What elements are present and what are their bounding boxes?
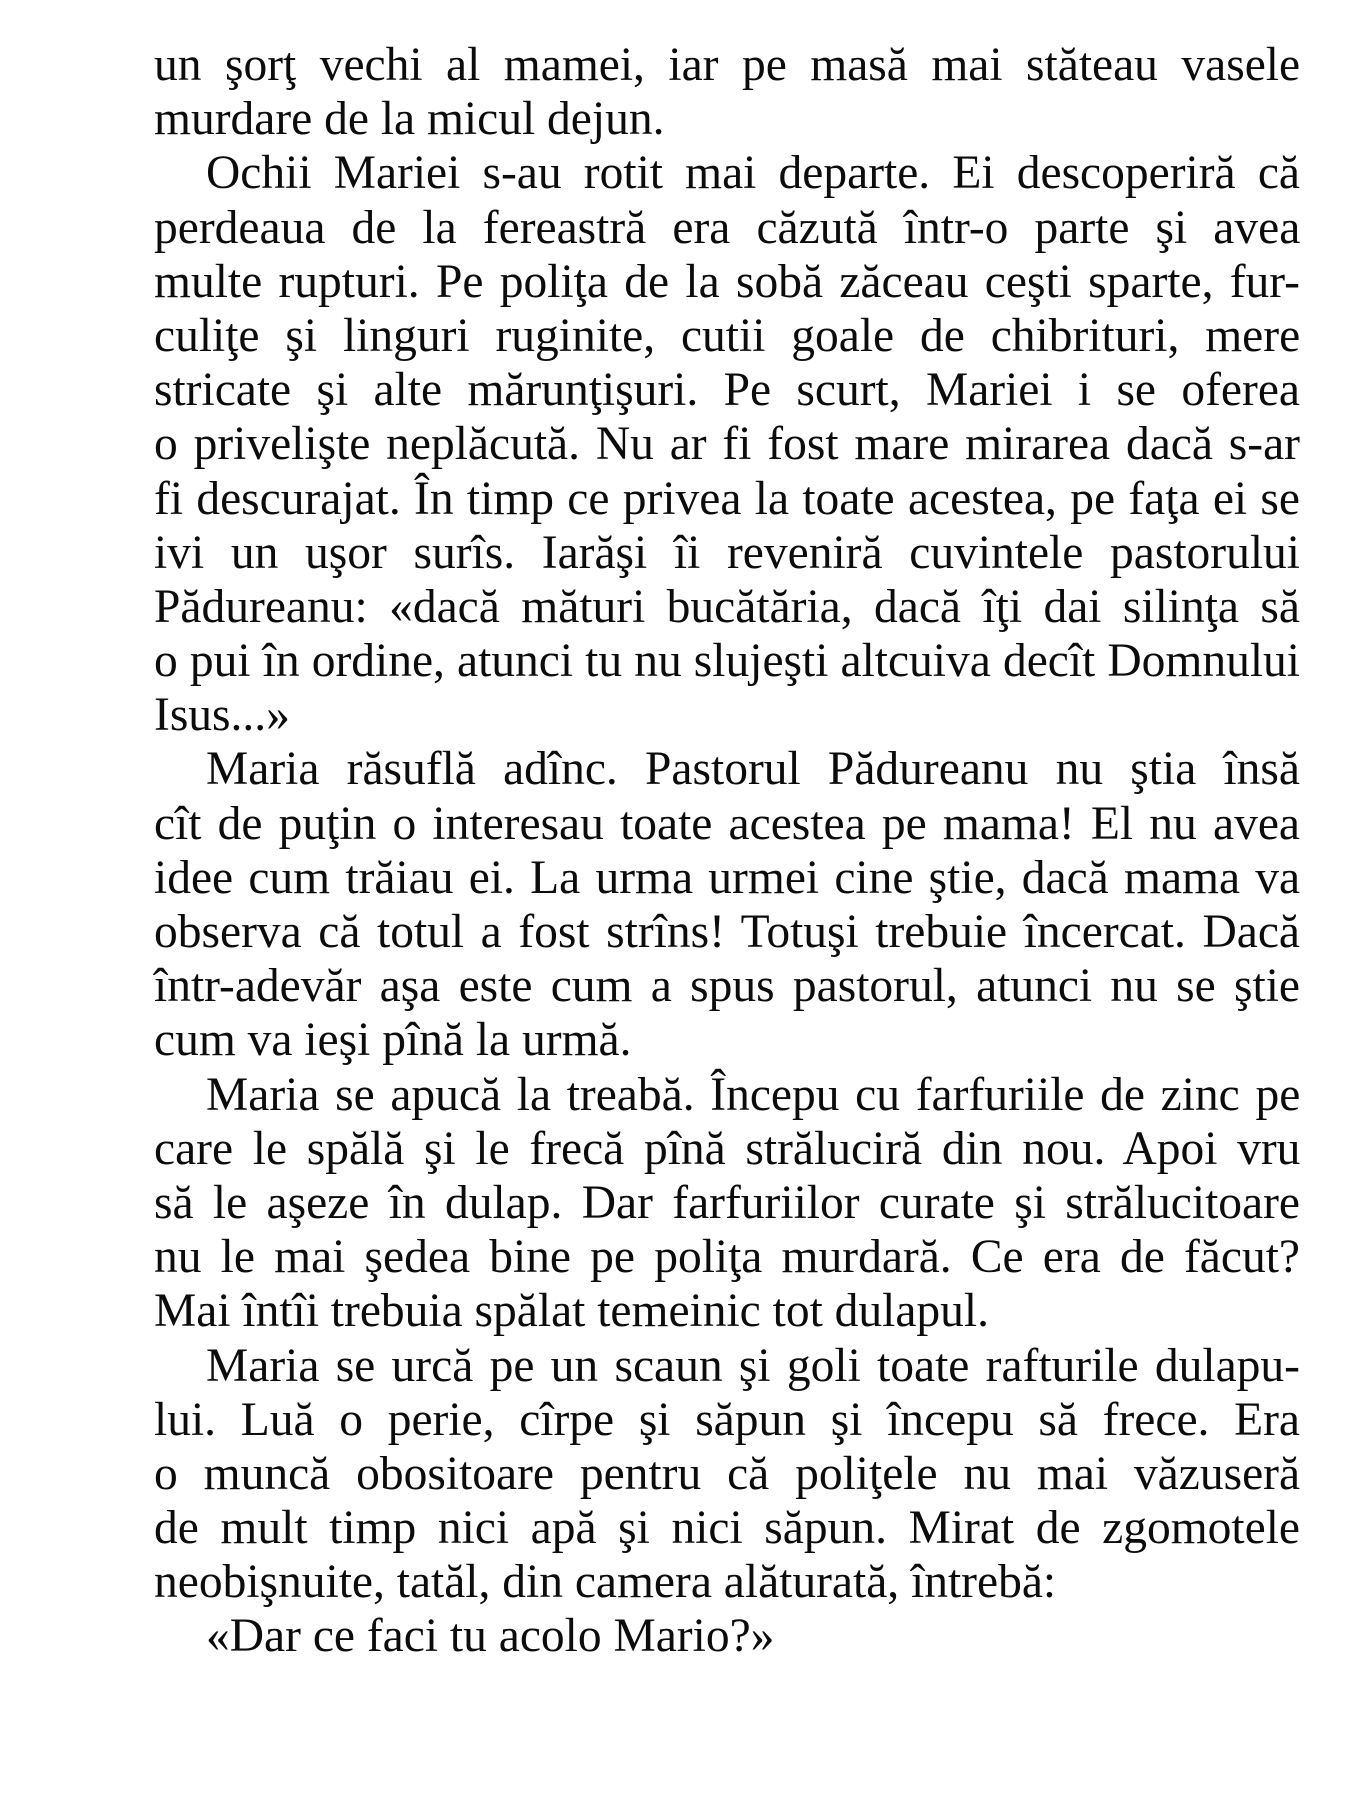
text-line: neobişnuite, tatăl, din camera alăturată, întrebă: xyxy=(154,1556,1057,1609)
text-line: Ochii Mariei s-au rotit mai departe. Ei descoperiră că xyxy=(206,147,1300,200)
text-line: Pădureanu: «dacă mături bucătăria, dacă îţi dai silinţa să xyxy=(154,580,1300,633)
text-line: Maria se apucă la treabă. Începu cu farfuriile de zinc pe xyxy=(206,1068,1301,1121)
text-line: care le spălă şi le frecă pînă străluciră din nou. Apoi vru xyxy=(154,1122,1301,1175)
text-line: ivi un uşor surîs. Iarăşi îi reveniră cuvintele pastorului xyxy=(154,526,1300,579)
text-line: Mai întîi trebuia spălat temeinic tot dulapul. xyxy=(154,1285,990,1338)
text-line: cum va ieşi pînă la urmă. xyxy=(154,1014,632,1067)
text-line: să le aşeze în dulap. Dar farfuriilor curate şi strălucitoare xyxy=(154,1176,1300,1229)
text-line: stricate şi alte mărunţişuri. Pe scurt, Mariei i se oferea xyxy=(154,364,1300,417)
text-line: multe rupturi. Pe poliţa de la sobă zăceau ceşti sparte, fur- xyxy=(154,255,1300,308)
text-line: Maria răsuflă adînc. Pastorul Pădureanu nu ştia însă xyxy=(206,743,1300,796)
text-line: Isus...» xyxy=(154,689,290,742)
text-line: de mult timp nici apă şi nici săpun. Mirat de zgomotele xyxy=(154,1502,1300,1555)
body-text xyxy=(154,38,1300,1664)
text-line: murdare de la micul dejun. xyxy=(154,93,665,146)
text-line: perdeaua de la fereastră era căzută într-o parte şi avea xyxy=(154,201,1301,254)
text-line: culiţe şi linguri ruginite, cutii goale de chibrituri, mere xyxy=(154,309,1301,362)
text-line: un şorţ vechi al mamei, iar pe masă mai stăteau vasele xyxy=(154,39,1301,91)
text-line: observa că totul a fost strîns! Totuşi trebuie încercat. Dacă xyxy=(154,906,1300,958)
text-line: Maria se urcă pe un scaun şi goli toate rafturile dulapu- xyxy=(206,1339,1300,1392)
text-line: nu le mai şedea bine pe poliţa murdară. Ce era de făcut? xyxy=(154,1231,1300,1284)
text-line: «Dar ce faci tu acolo Mario?» xyxy=(206,1610,775,1663)
text-line: o muncă obositoare pentru că poliţele nu mai văzuseră xyxy=(154,1447,1301,1500)
text-line: o privelişte neplăcută. Nu ar fi fost mare mirarea dacă s-ar xyxy=(154,418,1300,471)
text-line: lui. Luă o perie, cîrpe şi săpun şi începu să frece. Era xyxy=(154,1393,1301,1446)
text-line: cît de puţin o interesau toate acestea pe mama! El nu avea xyxy=(154,797,1300,850)
text-line: idee cum trăiau ei. La urma urmei cine ştie, dacă mama va xyxy=(154,851,1301,904)
text-line: într-adevăr aşa este cum a spus pastorul, atunci nu se ştie xyxy=(154,960,1300,1013)
text-line: fi descurajat. În timp ce privea la toate acestea, pe faţa ei se xyxy=(154,472,1300,525)
text-line: o pui în ordine, atunci tu nu slujeşti altcuiva decît Domnului xyxy=(154,635,1300,688)
